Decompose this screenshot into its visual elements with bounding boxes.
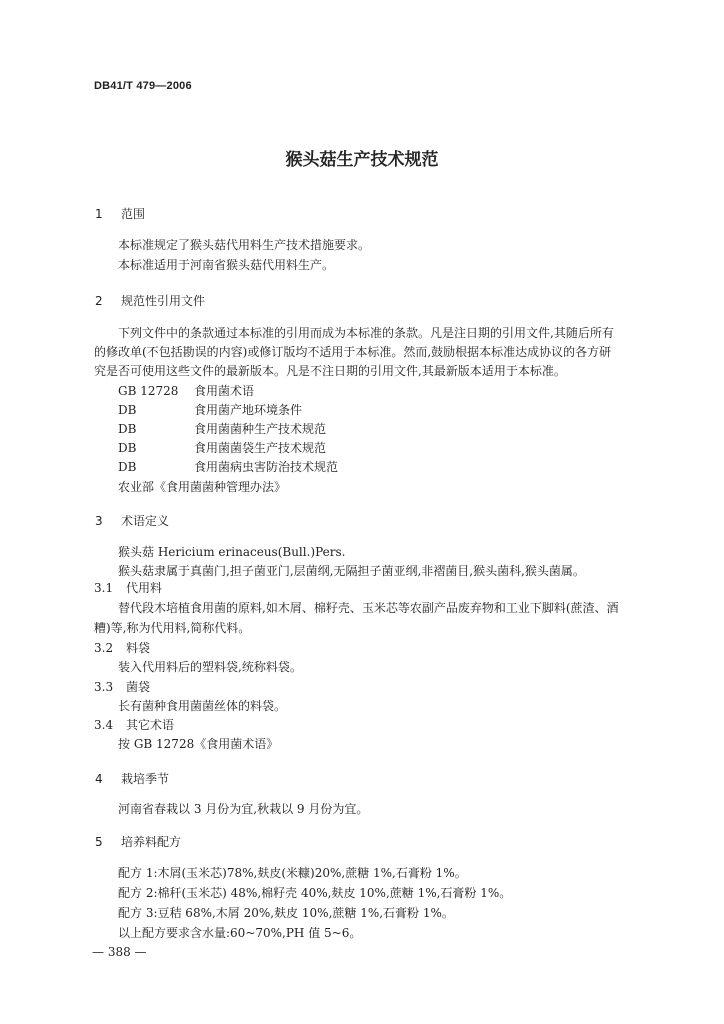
paragraph-line: 下列文件中的条款通过本标准的引用而成为本标准的条款。凡是注日期的引用文件,其随后所有: [118, 326, 614, 340]
standard-code: DB41/T 479—2006: [94, 80, 192, 92]
reference-item: [118, 420, 326, 439]
reference-name: 食用菌产地环境条件: [194, 403, 303, 417]
formula-line: 以上配方要求含水量:60~70%,PH 值 5~6。: [118, 926, 362, 940]
paragraph-line: 本标准规定了猴头菇代用料生产技术措施要求。: [118, 238, 371, 252]
reference-code: DB: [118, 403, 137, 417]
paragraph-line: 长有菌种食用菌菌丝体的料袋。: [118, 699, 287, 713]
section-5-heading: [95, 833, 181, 850]
section-title: 规范性引用文件: [121, 294, 206, 308]
subsection-number: 3.2: [94, 641, 114, 655]
section-4-heading: [95, 770, 169, 787]
section-1-heading: [95, 205, 145, 222]
paragraph-line: 替代段木培植食用菌的原料,如木屑、棉籽壳、玉米芯等农副产品废弃物和工业下脚料(蔗渣、酒: [118, 601, 619, 615]
reference-name: 食用菌菌种生产技术规范: [194, 422, 327, 436]
subsection-3-3-heading: [94, 678, 150, 697]
subsection-number: 3.3: [94, 680, 114, 694]
section-title: 培养料配方: [121, 835, 182, 849]
reference-item: [118, 458, 338, 477]
reference-code: GB 12728: [118, 384, 179, 398]
page-number: — 388 —: [92, 945, 147, 959]
section-2-heading: [95, 292, 205, 309]
reference-item: [118, 401, 302, 420]
reference-name: 食用菌病虫害防治技术规范: [194, 460, 339, 474]
formula-line: 配方 2:棉秆(玉米芯) 48%,棉籽壳 40%,麸皮 10%,蔗糖 1%,石膏粉 1%。: [118, 886, 512, 900]
reference-item: [118, 382, 254, 401]
subsection-title: 其它术语: [126, 718, 175, 732]
subsection-3-4-heading: [94, 716, 174, 735]
reference-item: 农业部《食用菌菌种管理办法》: [118, 480, 287, 494]
formula-line: 配方 1:木屑(玉米芯)78%,麸皮(米糠)20%,蔗糖 1%,石膏粉 1%。: [118, 866, 467, 880]
subsection-title: 代用料: [126, 581, 163, 595]
section-title: 栽培季节: [121, 772, 170, 786]
section-title: 术语定义: [121, 514, 170, 528]
section-number: 2: [95, 294, 103, 308]
reference-code: DB: [118, 422, 137, 436]
section-number: 5: [95, 835, 103, 849]
paragraph-line: 本标准适用于河南省猴头菇代用料生产。: [118, 258, 335, 272]
section-title: 范围: [121, 207, 146, 221]
section-number: 3: [95, 514, 103, 528]
paragraph-line: 装入代用料后的塑料袋,统称料袋。: [118, 660, 302, 674]
subsection-title: 料袋: [126, 641, 151, 655]
reference-name: 食用菌术语: [194, 384, 255, 398]
subsection-title: 菌袋: [126, 680, 151, 694]
document-title: 猴头菇生产技术规范: [285, 150, 439, 170]
paragraph-line: 究是否可使用这些文件的最新版本。凡是不注日期的引用文件,其最新版本适用于本标准。: [94, 364, 566, 378]
section-number: 1: [95, 207, 103, 221]
reference-code: DB: [118, 460, 137, 474]
section-number: 4: [95, 772, 103, 786]
subsection-number: 3.4: [94, 718, 114, 732]
classification-line: 猴头菇隶属于真菌门,担子菌亚门,层菌纲,无隔担子菌亚纲,非褶菌目,猴头菌科,猴头菌属。: [118, 564, 585, 578]
paragraph-line: 按 GB 12728《食用菌术语》: [118, 737, 279, 751]
paragraph-line: 糟)等,称为代用料,简称代料。: [94, 621, 251, 635]
subsection-number: 3.1: [94, 581, 114, 595]
reference-item: [118, 439, 326, 458]
subsection-3-2-heading: [94, 639, 150, 658]
formula-line: 配方 3:豆秸 68%,木屑 20%,麸皮 10%,蔗糖 1%,石膏粉 1%。: [118, 906, 454, 920]
reference-code: DB: [118, 441, 137, 455]
paragraph-line: 的修改单(不包括勘误的内容)或修订版均不适用于本标准。然而,鼓励根据本标准达成协议的各方研: [94, 345, 612, 359]
paragraph-line: 河南省春栽以 3 月份为宜,秋栽以 9 月份为宜。: [118, 802, 369, 816]
section-3-heading: [95, 512, 169, 529]
reference-name: 食用菌菌袋生产技术规范: [194, 441, 327, 455]
species-name-line: 猴头菇 Hericium erinaceus(Bull.)Pers.: [118, 545, 346, 559]
subsection-3-1-heading: [94, 579, 162, 598]
